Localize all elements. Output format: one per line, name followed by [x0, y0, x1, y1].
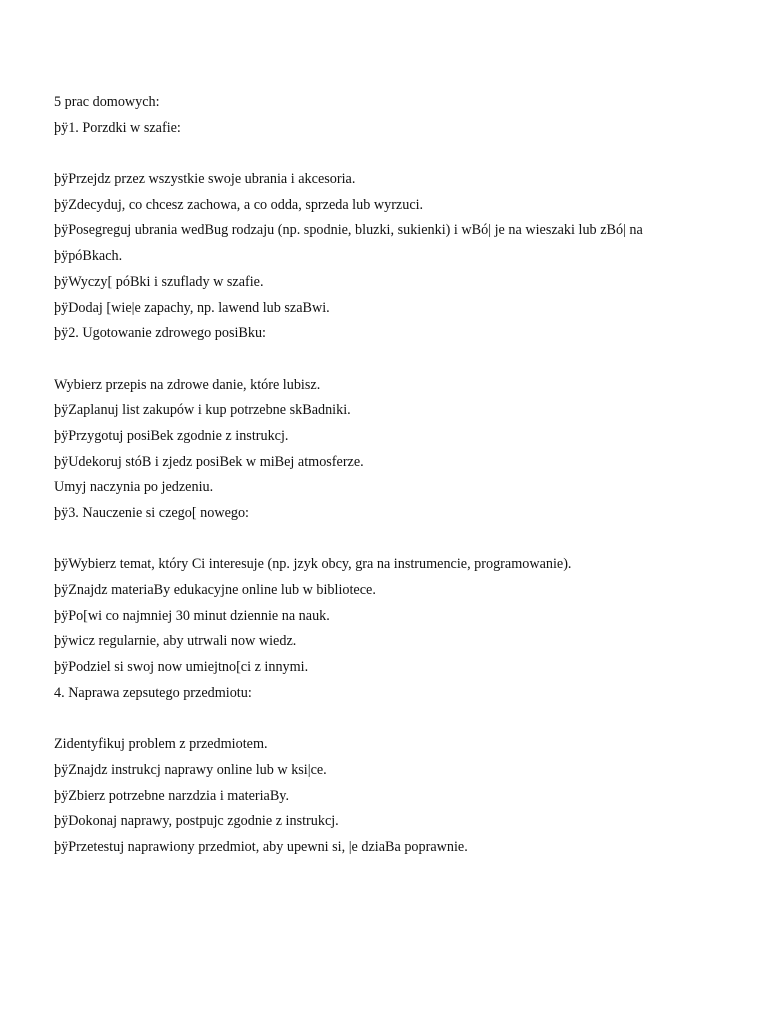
document-body: [54, 90, 744, 861]
text-line: þÿPodziel si swoj now umiejtno[ci z innymi.: [54, 659, 309, 676]
text-line: þÿZdecyduj, co chcesz zachowa, a co odda, sprzeda lub wyrzuci.: [54, 196, 424, 213]
text-line: Wybierz przepis na zdrowe danie, które lubisz.: [54, 376, 321, 393]
text-line: þÿWybierz temat, który Ci interesuje (np. jzyk obcy, gra na instrumencie, programowanie).: [54, 556, 572, 573]
section-heading-4: 4. Naprawa zepsutego przedmiotu:: [54, 684, 252, 701]
blank-line: [54, 527, 744, 553]
section-heading-3: þÿ3. Nauczenie si czego[ nowego:: [54, 505, 250, 521]
text-line: þÿPosegreguj ubrania wedBug rodzaju (np. spodnie, bluzki, sukienki) i wBó| je na wieszaki lub zBó| na: [54, 222, 643, 239]
text-line: þÿZnajdz instrukcj naprawy online lub w ksi|ce.: [54, 761, 327, 778]
text-line: þÿPrzygotuj posiBek zgodnie z instrukcj.: [54, 427, 289, 444]
text-line: þÿDokonaj naprawy, postpujc zgodnie z instrukcj.: [54, 813, 339, 830]
text-line: þÿZbierz potrzebne narzdzia i materiaBy.: [54, 787, 290, 804]
text-line: þÿPrzejdz przez wszystkie swoje ubrania i akcesoria.: [54, 171, 356, 188]
document-heading: 5 prac domowych:: [54, 94, 160, 110]
blank-line: [54, 141, 744, 167]
text-line: Umyj naczynia po jedzeniu.: [54, 479, 214, 496]
section-heading-2: þÿ2. Ugotowanie zdrowego posiBku:: [54, 325, 266, 342]
section-heading-1: þÿ1. Porzdki w szafie:: [54, 119, 181, 136]
text-line: þÿDodaj [wie|e zapachy, np. lawend lub szaBwi.: [54, 299, 330, 316]
text-line: þÿwicz regularnie, aby utrwali now wiedz.: [54, 633, 297, 650]
text-line: þÿWyczy[ póBki i szuflady w szafie.: [54, 273, 264, 290]
text-line: þÿPrzetestuj naprawiony przedmiot, aby upewni si, |e dziaBa poprawnie.: [54, 838, 468, 855]
text-line: þÿZnajdz materiaBy edukacyjne online lub w bibliotece.: [54, 582, 376, 599]
blank-line: [54, 707, 744, 733]
text-line: Zidentyfikuj problem z przedmiotem.: [54, 736, 268, 753]
text-line: þÿPo[wi co najmniej 30 minut dziennie na nauk.: [54, 607, 330, 624]
blank-line: [54, 347, 744, 373]
text-line: þÿUdekoruj stóB i zjedz posiBek w miBej atmosferze.: [54, 453, 364, 470]
text-line: þÿpóBkach.: [54, 248, 123, 265]
text-line: þÿZaplanuj list zakupów i kup potrzebne skBadniki.: [54, 402, 351, 419]
